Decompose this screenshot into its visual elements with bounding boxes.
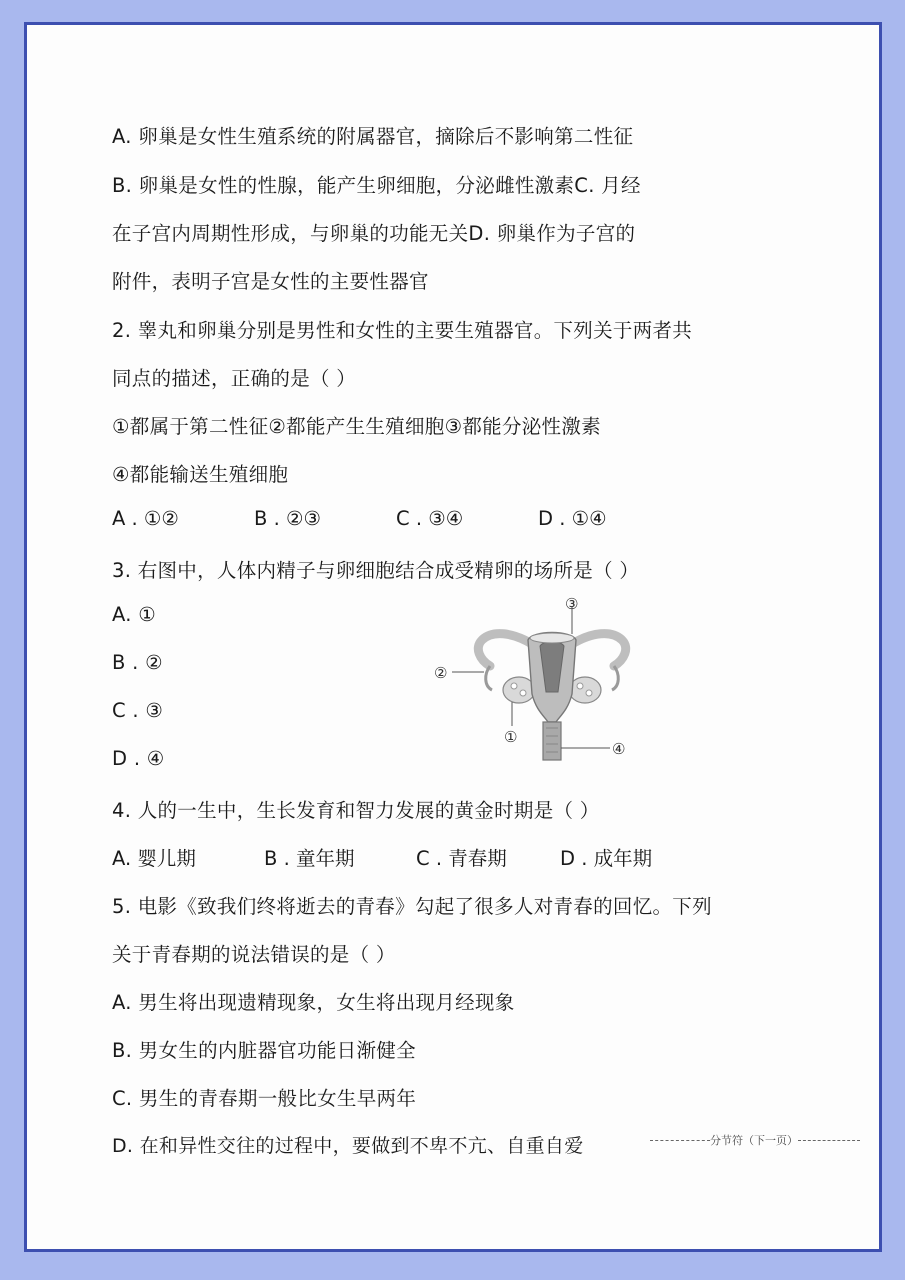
q4-option-d: D . 成年期 xyxy=(560,847,653,870)
figure-label-4: ④ xyxy=(612,740,626,758)
q4-option-c: C . 青春期 xyxy=(416,847,507,870)
right-ovary xyxy=(569,677,601,703)
figure-label-1: ① xyxy=(504,728,518,746)
q2-option-b: B . ②③ xyxy=(254,507,321,530)
q2-statements: ①都属于第二性征②都能产生生殖细胞③都能分泌性激素 xyxy=(112,415,601,438)
q4-option-b: B . 童年期 xyxy=(264,847,355,870)
q3-option-a: A. ① xyxy=(112,603,157,626)
section-break-marker xyxy=(650,1132,860,1148)
q5-option-a: A. 男生将出现遗精现象，女生将出现月经现象 xyxy=(112,991,515,1014)
reproductive-system-figure xyxy=(432,594,672,772)
q2-option-c: C . ③④ xyxy=(396,507,464,530)
q3-option-b: B . ② xyxy=(112,651,163,674)
q2-stem-cont: 同点的描述，正确的是（ ） xyxy=(112,367,357,390)
q3-option-d: D . ④ xyxy=(112,747,165,770)
figure-label-3: ③ xyxy=(565,595,579,613)
q3-option-c: C . ③ xyxy=(112,699,164,722)
q1-option-a: A. 卵巢是女性生殖系统的附属器官，摘除后不影响第二性征 xyxy=(112,125,634,148)
q4-option-a: A. 婴儿期 xyxy=(112,847,196,870)
q5-stem-cont: 关于青春期的说法错误的是（ ） xyxy=(112,943,396,966)
q2-option-d: D . ①④ xyxy=(538,507,607,530)
q4-stem: 4. 人的一生中，生长发育和智力发展的黄金时期是（ ） xyxy=(112,799,600,822)
q5-option-d: D. 在和异性交往的过程中，要做到不卑不亢、自重自爱 xyxy=(112,1135,584,1157)
q1-option-b-c: B. 卵巢是女性的性腺，能产生卵细胞，分泌雌性激素C. 月经 xyxy=(112,174,641,197)
q1-option-d-cont: 附件，表明子宫是女性的主要性器官 xyxy=(112,270,429,293)
q3-stem: 3. 右图中，人体内精子与卵细胞结合成受精卵的场所是（ ） xyxy=(112,559,640,582)
q5-stem: 5. 电影《致我们终将逝去的青春》勾起了很多人对青春的回忆。下列 xyxy=(112,895,712,918)
q1-option-c-d: 在子宫内周期性形成，与卵巢的功能无关D. 卵巢作为子宫的 xyxy=(112,222,636,245)
q2-statements-cont: ④都能输送生殖细胞 xyxy=(112,463,289,486)
section-break-label: 分节符（下一页） xyxy=(710,1134,798,1147)
q5-option-c: C. 男生的青春期一般比女生早两年 xyxy=(112,1087,417,1110)
left-ovary xyxy=(503,677,535,703)
q2-option-a: A . ①② xyxy=(112,507,179,530)
q2-stem: 2. 睾丸和卵巢分别是男性和女性的主要生殖器官。下列关于两者共 xyxy=(112,319,693,342)
q5-option-b: B. 男女生的内脏器官功能日渐健全 xyxy=(112,1039,416,1062)
figure-label-2: ② xyxy=(434,664,448,682)
